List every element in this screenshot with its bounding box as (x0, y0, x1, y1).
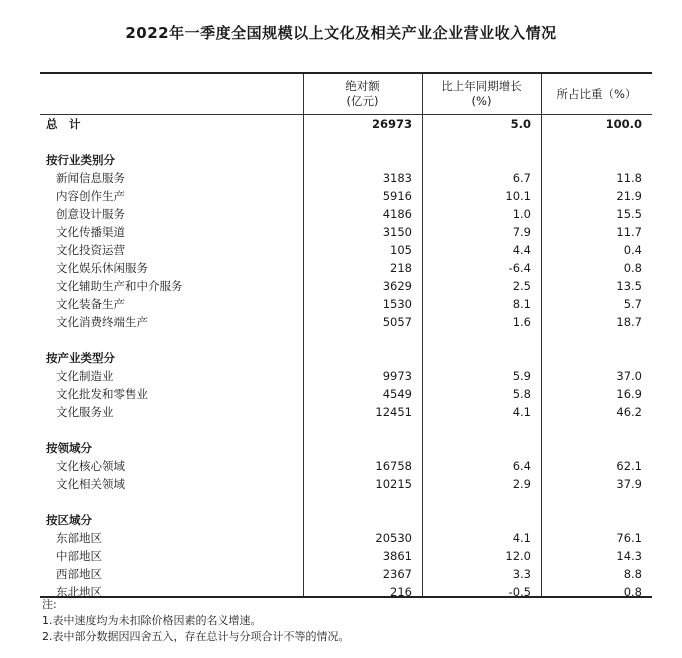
row-growth: 1.0 (512, 207, 531, 221)
row-growth: 6.4 (512, 459, 531, 473)
row-label: 文化核心领域 (56, 459, 125, 473)
row-share: 62.1 (616, 459, 642, 473)
row-share: 18.7 (616, 315, 642, 329)
table-row (40, 187, 652, 205)
total-row (40, 115, 652, 133)
row-share: 11.7 (616, 225, 642, 239)
row-amount: 20530 (375, 531, 412, 545)
row-amount: 3150 (382, 225, 412, 239)
row-share: 21.9 (616, 189, 642, 203)
section-heading: 按领域分 (46, 441, 92, 455)
row-amount: 5916 (382, 189, 412, 203)
row-amount: 216 (390, 585, 412, 599)
row-amount: 3183 (382, 171, 412, 185)
notes (42, 597, 350, 645)
row-growth: 1.6 (512, 315, 531, 329)
row-label: 西部地区 (56, 567, 102, 581)
row-growth: 5.9 (512, 369, 531, 383)
row-growth: 4.1 (512, 405, 531, 419)
header-growth-unit: (%) (471, 94, 492, 108)
row-growth: 2.5 (512, 279, 531, 293)
row-label: 文化娱乐休闲服务 (56, 261, 148, 275)
row-share: 46.2 (616, 405, 642, 419)
row-label: 内容创作生产 (56, 189, 125, 203)
row-growth: 8.1 (512, 297, 531, 311)
row-amount: 3861 (382, 549, 412, 563)
row-amount: 10215 (375, 477, 412, 491)
row-share: 14.3 (616, 549, 642, 563)
row-label: 文化辅助生产和中介服务 (56, 279, 183, 293)
row-label: 文化投资运营 (56, 243, 125, 257)
row-amount: 3629 (382, 279, 412, 293)
row-label: 文化传播渠道 (56, 225, 125, 239)
row-share: 13.5 (616, 279, 642, 293)
row-share: 37.9 (616, 477, 642, 491)
row-growth: 7.9 (512, 225, 531, 239)
table-row (40, 457, 652, 475)
table-row (40, 169, 652, 187)
note-item: 2.表中部分数据因四舍五入，存在总计与分项合计不等的情况。 (42, 630, 350, 643)
table-row (40, 475, 652, 493)
section-heading: 按产业类型分 (46, 351, 115, 365)
row-growth: 5.8 (512, 387, 531, 401)
table-row (40, 403, 652, 421)
row-amount: 12451 (375, 405, 412, 419)
header-share: 所占比重（%） (556, 86, 637, 101)
table-row (40, 385, 652, 403)
row-share: 0.8 (623, 585, 642, 599)
row-share: 37.0 (616, 369, 642, 383)
total-growth: 5.0 (510, 117, 531, 131)
table-body (40, 115, 652, 601)
row-label: 文化相关领域 (56, 477, 125, 491)
table-row (40, 529, 652, 547)
row-growth: 2.9 (512, 477, 531, 491)
row-label: 创意设计服务 (56, 207, 125, 221)
row-share: 0.8 (623, 261, 642, 275)
table-row (40, 241, 652, 259)
header-amount-label: 绝对额 (345, 79, 380, 93)
table-row (40, 295, 652, 313)
row-amount: 5057 (382, 315, 412, 329)
row-growth: -0.5 (508, 585, 531, 599)
total-amount: 26973 (371, 117, 412, 131)
row-amount: 16758 (375, 459, 412, 473)
row-growth: 12.0 (505, 549, 531, 563)
row-amount: 4186 (382, 207, 412, 221)
row-share: 8.8 (623, 567, 642, 581)
row-label: 东北地区 (56, 585, 102, 599)
row-growth: 6.7 (512, 171, 531, 185)
row-label: 文化制造业 (56, 369, 114, 383)
table-row (40, 259, 652, 277)
table-row (40, 223, 652, 241)
row-amount: 2367 (382, 567, 412, 581)
row-label: 新闻信息服务 (56, 171, 125, 185)
row-label: 文化装备生产 (56, 297, 125, 311)
row-share: 16.9 (616, 387, 642, 401)
row-amount: 9973 (382, 369, 412, 383)
table-row (40, 367, 652, 385)
header-growth (422, 74, 541, 114)
row-label: 文化消费终端生产 (56, 315, 148, 329)
spacer-row (40, 133, 652, 151)
notes-heading: 注: (42, 598, 57, 611)
row-label: 文化批发和零售业 (56, 387, 148, 401)
row-growth: 4.1 (512, 531, 531, 545)
row-share: 15.5 (616, 207, 642, 221)
row-amount: 4549 (382, 387, 412, 401)
table-row (40, 205, 652, 223)
row-share: 11.8 (616, 171, 642, 185)
row-share: 76.1 (616, 531, 642, 545)
section-heading-row (40, 439, 652, 457)
row-growth: 4.4 (512, 243, 531, 257)
table-row (40, 277, 652, 295)
section-heading-row (40, 511, 652, 529)
section-heading-row (40, 349, 652, 367)
row-amount: 1530 (382, 297, 412, 311)
section-heading: 按区域分 (46, 513, 92, 527)
row-amount: 218 (390, 261, 412, 275)
row-growth: 10.1 (505, 189, 531, 203)
spacer-row (40, 493, 652, 511)
header-amount-unit: (亿元) (346, 94, 379, 108)
spacer-row (40, 421, 652, 439)
total-label: 总 计 (46, 117, 81, 131)
table-title: 2022年一季度全国规模以上文化及相关产业企业营业收入情况 (125, 24, 557, 42)
section-heading-row (40, 151, 652, 169)
table-row (40, 565, 652, 583)
row-label: 中部地区 (56, 549, 102, 563)
row-share: 0.4 (623, 243, 642, 257)
row-growth: -6.4 (508, 261, 531, 275)
total-share: 100.0 (605, 117, 642, 131)
row-growth: 3.3 (512, 567, 531, 581)
note-item: 1.表中速度均为未扣除价格因素的名义增速。 (42, 614, 262, 627)
row-amount: 105 (390, 243, 412, 257)
row-label: 东部地区 (56, 531, 102, 545)
table-row (40, 547, 652, 565)
spacer-row (40, 331, 652, 349)
row-label: 文化服务业 (56, 405, 114, 419)
table-row (40, 313, 652, 331)
revenue-table (40, 72, 652, 598)
header-amount (303, 74, 422, 114)
section-heading: 按行业类别分 (46, 153, 115, 167)
row-share: 5.7 (623, 297, 642, 311)
header-growth-label: 比上年同期增长 (441, 79, 522, 93)
